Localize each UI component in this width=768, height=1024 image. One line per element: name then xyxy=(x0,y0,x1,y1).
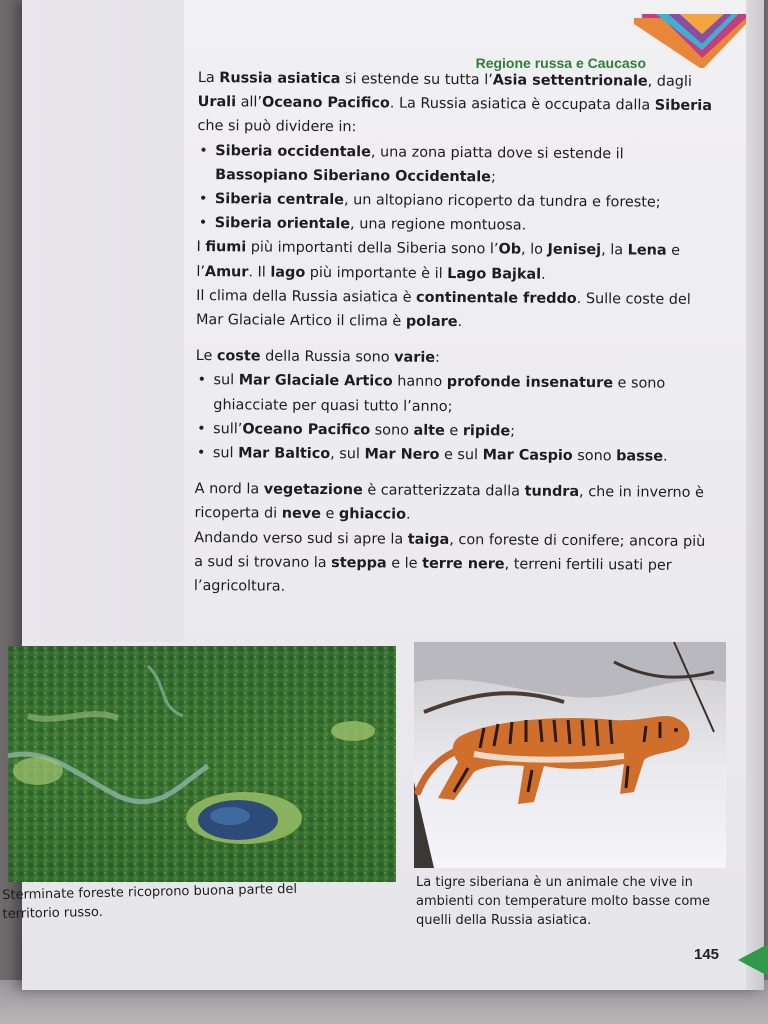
text-run: della Russia sono xyxy=(260,348,395,366)
text-run: più importanti della Siberia sono l’ xyxy=(246,239,499,258)
bold-text-run: Amur xyxy=(204,263,249,281)
text-run: e le xyxy=(386,555,423,572)
text-run: e sono ghiacciate per quasi tutto l’anno; xyxy=(213,375,666,415)
body-text xyxy=(194,66,713,602)
text-run: sono xyxy=(370,422,414,439)
text-run: è caratterizzata dalla xyxy=(362,482,525,500)
textbook-page xyxy=(2,0,764,990)
bold-text-run: Oceano Pacifico xyxy=(242,421,371,439)
text-run: e l’ xyxy=(196,243,681,280)
rivers-paragraph xyxy=(196,235,711,287)
coasts-list xyxy=(195,368,711,469)
bold-text-run: vegetazione xyxy=(263,481,363,499)
bold-text-run: terre nere xyxy=(422,555,505,573)
text-run: , un altopiano ricoperto da tundra e foreste; xyxy=(343,192,661,211)
text-run: , sul xyxy=(330,446,365,463)
text-run: La xyxy=(197,69,220,87)
intro-paragraph xyxy=(197,66,713,143)
bold-text-run: Jenisej xyxy=(547,242,602,259)
text-run: I xyxy=(196,239,206,256)
text-run: : xyxy=(434,350,440,367)
text-run: e sul xyxy=(439,446,483,464)
text-run: . Sulle coste del Mar Glaciale Artico il clima è xyxy=(195,290,691,330)
bold-text-run: Siberia centrale xyxy=(214,191,345,209)
bold-text-run: steppa xyxy=(331,554,387,572)
bold-text-run: Mar Caspio xyxy=(482,447,573,465)
text-run: sul xyxy=(212,445,239,462)
text-run: e xyxy=(444,422,463,439)
text-run: , dagli xyxy=(647,73,692,90)
bold-text-run: tundra xyxy=(524,483,580,501)
page-edge xyxy=(746,0,764,990)
siberia-list xyxy=(197,139,713,240)
bold-text-run: Russia asiatica xyxy=(219,70,341,88)
text-run: sono xyxy=(572,448,617,465)
text-run: , lo xyxy=(520,241,548,259)
section-title: Regione russa e Caucaso xyxy=(475,55,646,71)
text-run: sull’ xyxy=(213,420,243,438)
page-number: 145 xyxy=(694,946,720,963)
text-run: A nord la xyxy=(194,481,264,498)
bold-text-run: continentale freddo xyxy=(416,289,577,307)
text-run: , una zona piatta dove si estende il xyxy=(370,143,624,162)
bold-text-run: neve xyxy=(281,506,321,523)
bold-text-run: profonde insenature xyxy=(446,374,614,392)
bold-text-run: taiga xyxy=(407,531,450,548)
climate-paragraph xyxy=(196,284,711,336)
text-run: Il clima della Russia asiatica è xyxy=(196,287,417,306)
bold-text-run: fiumi xyxy=(205,239,247,256)
bold-text-run: basse xyxy=(616,448,664,465)
bold-text-run: Urali xyxy=(197,94,237,111)
bold-text-run: Bassopiano Siberiano Occidentale xyxy=(215,166,492,186)
text-run: , una regione montuosa. xyxy=(350,216,527,234)
bold-text-run: Siberia occidentale xyxy=(215,142,371,160)
text-run: più importante è il xyxy=(305,264,448,282)
text-run: , con foreste di conifere; ancora più a sud si trovano la xyxy=(194,531,706,571)
list-item xyxy=(197,211,712,239)
text-run: ; xyxy=(490,169,496,186)
list-item xyxy=(197,139,712,191)
bold-text-run: polare xyxy=(405,313,458,331)
taiga-paragraph xyxy=(194,526,710,603)
text-run: ; xyxy=(510,423,516,440)
bold-text-run: Mar Nero xyxy=(364,446,440,463)
text-run: , la xyxy=(601,242,628,259)
vegetation-paragraph xyxy=(194,477,709,529)
text-run: , che in inverno è ricoperta di xyxy=(194,484,704,523)
bold-text-run: alte xyxy=(413,422,445,439)
page-tab-icon xyxy=(738,944,768,976)
bold-text-run: Siberia xyxy=(654,97,713,115)
text-run: . xyxy=(662,448,668,465)
text-run: Le xyxy=(195,348,217,365)
text-run: sul xyxy=(213,372,239,389)
bold-text-run: Siberia orientale xyxy=(214,215,351,233)
list-item xyxy=(195,368,710,420)
text-run: all’ xyxy=(236,94,263,111)
bold-text-run: coste xyxy=(216,348,261,365)
tiger-caption: La tigre siberiana è un animale che vive in ambienti con temperature molto basse come quelli della Russia asiatica. xyxy=(416,875,710,928)
bold-text-run: Mar Baltico xyxy=(238,445,331,463)
text-run: . xyxy=(405,507,411,524)
text-run: si estende su tutta l’ xyxy=(340,71,493,89)
forest-photo xyxy=(8,646,396,882)
bold-text-run: varie xyxy=(394,349,436,367)
text-run: . La Russia asiatica è occupata dalla xyxy=(389,95,655,114)
text-run: hanno xyxy=(392,373,447,391)
text-run: . xyxy=(541,266,546,283)
bold-text-run: ghiaccio xyxy=(338,506,407,524)
text-run: , terreni fertili usati per l’agricoltura. xyxy=(193,556,672,595)
text-run: e xyxy=(320,506,339,523)
bold-text-run: Lena xyxy=(627,242,667,260)
bold-text-run: Asia settentrionale xyxy=(492,72,648,90)
text-run: che si può dividere in: xyxy=(197,118,357,136)
tiger-photo xyxy=(414,642,726,868)
bold-text-run: Oceano Pacifico xyxy=(261,94,390,112)
text-run: . xyxy=(457,314,463,331)
forest-caption: Sterminate foreste ricoprono buona parte del territorio russo. xyxy=(2,881,298,922)
margin-strip xyxy=(22,0,184,642)
text-run: . Il xyxy=(248,264,271,281)
text-run: Andando verso sud si apre la xyxy=(194,529,408,548)
bold-text-run: Lago Bajkal xyxy=(447,265,542,283)
bold-text-run: Ob xyxy=(498,241,522,258)
bold-text-run: lago xyxy=(270,264,306,281)
list-item xyxy=(195,441,710,469)
bold-text-run: ripide xyxy=(462,422,511,440)
bold-text-run: Mar Glaciale Artico xyxy=(238,372,393,390)
